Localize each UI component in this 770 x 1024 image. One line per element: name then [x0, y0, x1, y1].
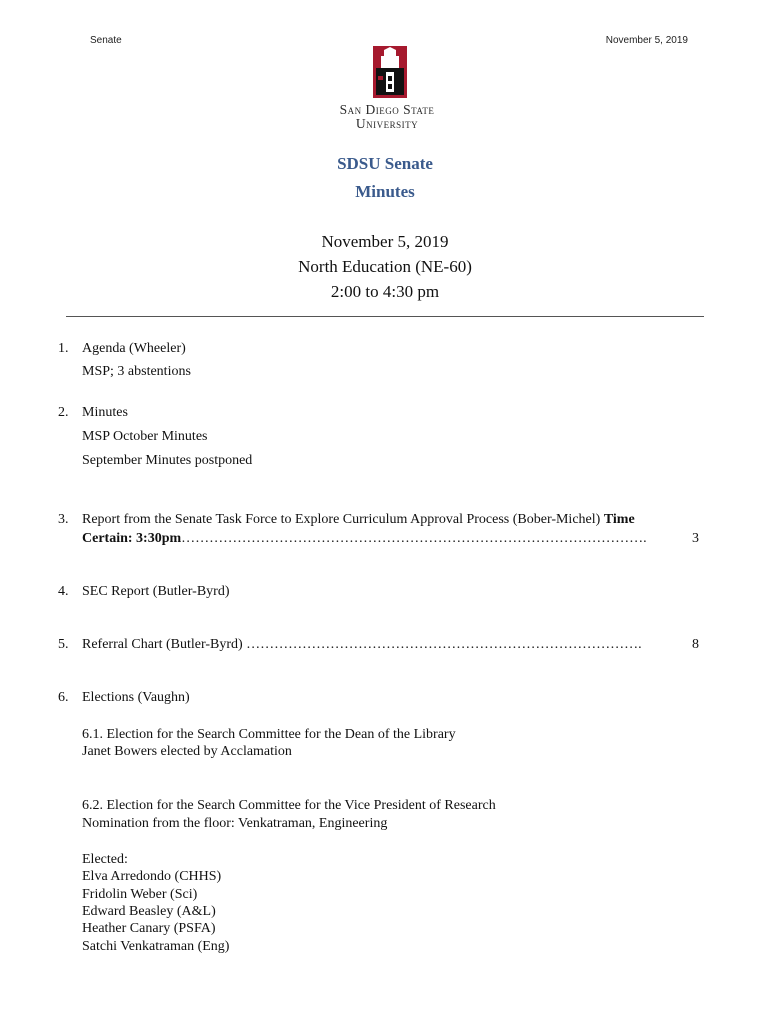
election-6-1-title: 6.1. Election for the Search Committee for the Dean of the Library	[82, 727, 456, 742]
election-6-2-nomination: Nomination from the floor: Venkatraman, Engineering	[82, 816, 388, 831]
item-number: 6.	[58, 690, 69, 705]
election-6-1-result: Janet Bowers elected by Acclamation	[82, 744, 292, 759]
item-minutes-title: Minutes	[82, 405, 128, 420]
meeting-location: North Education (NE-60)	[298, 257, 472, 276]
document-title: SDSU Senate	[337, 154, 433, 173]
sdsu-tower-shield-icon	[373, 46, 407, 98]
item-report-time-label: Time	[603, 512, 635, 527]
item-report-title-text: Report from the Senate Task Force to Explore Curriculum Approval Process (Bober-Michel)	[82, 512, 601, 527]
item-report-title	[82, 511, 635, 528]
item-report-page: 3	[692, 531, 699, 546]
university-name-line2: University	[355, 116, 419, 131]
elected-member: Satchi Venkatraman (Eng)	[82, 939, 230, 954]
horizontal-divider	[66, 316, 704, 317]
item-number: 4.	[58, 584, 69, 599]
item-sec-report-title: SEC Report (Butler-Byrd)	[82, 584, 230, 599]
item-report-time-certain: Certain: 3:30pm	[82, 531, 182, 546]
item-referral-title: Referral Chart (Butler-Byrd)	[82, 637, 243, 652]
leader-dots: ………………………………………………………………………….	[246, 637, 642, 652]
item-minutes-note: September Minutes postponed	[82, 453, 253, 468]
university-name-line1: San Diego State	[339, 102, 435, 117]
item-referral-page: 8	[692, 637, 699, 652]
item-minutes-note: MSP October Minutes	[82, 429, 208, 444]
item-agenda-title: Agenda (Wheeler)	[82, 341, 186, 356]
elected-member: Fridolin Weber (Sci)	[82, 887, 198, 902]
item-agenda-note: MSP; 3 abstentions	[82, 364, 191, 379]
item-number: 5.	[58, 637, 69, 652]
election-6-2-title: 6.2. Election for the Search Committee for the Vice President of Research	[82, 798, 496, 813]
item-number: 3.	[58, 512, 69, 527]
elected-member: Edward Beasley (A&L)	[82, 904, 216, 919]
document-subtitle: Minutes	[355, 182, 415, 201]
running-header-left: Senate	[90, 35, 122, 46]
item-elections-title: Elections (Vaughn)	[82, 690, 190, 705]
elected-label: Elected:	[82, 852, 128, 867]
item-report-line2	[82, 530, 678, 547]
leader-dots: ……………………………………………………………………………………….	[181, 531, 647, 546]
meeting-time: 2:00 to 4:30 pm	[330, 282, 440, 301]
running-header-right: November 5, 2019	[605, 35, 688, 46]
item-number: 1.	[58, 341, 69, 356]
item-referral-line	[82, 636, 686, 653]
meeting-date: November 5, 2019	[321, 232, 449, 251]
elected-member: Heather Canary (PSFA)	[82, 921, 216, 936]
elected-member: Elva Arredondo (CHHS)	[82, 869, 222, 884]
item-number: 2.	[58, 405, 69, 420]
